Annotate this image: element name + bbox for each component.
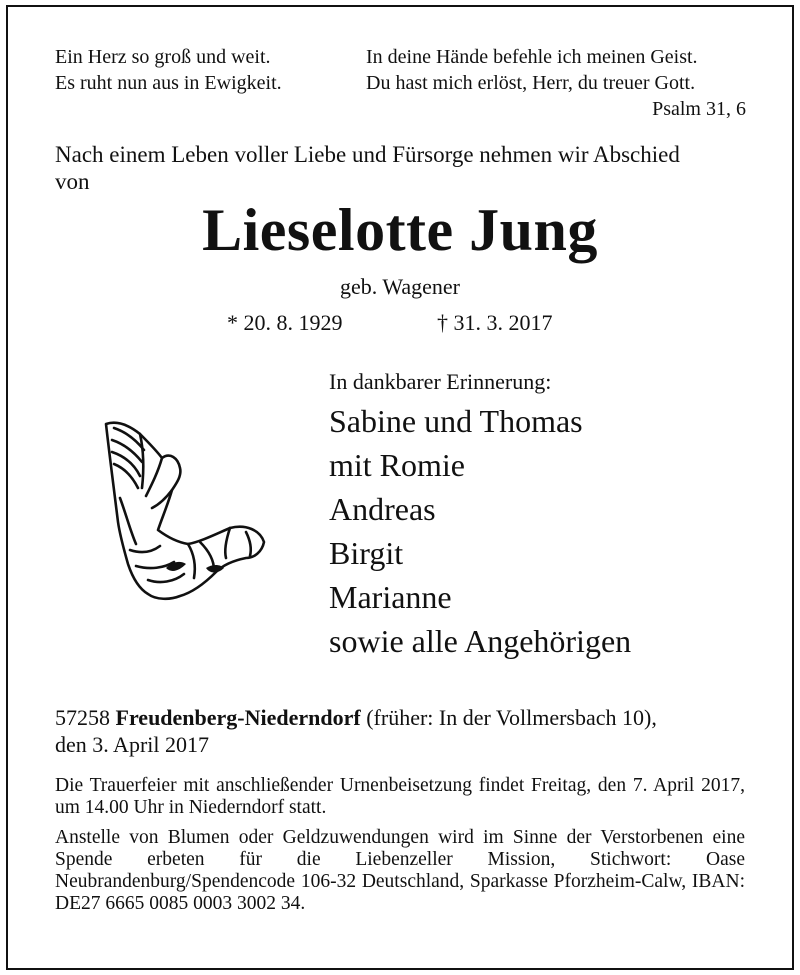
funeral-notice: Die Trauerfeier mit anschließender Urnenbeisetzung findet Freitag, den 7. April 2017, um 14.00 Uhr in Niederndorf statt. (55, 775, 745, 818)
mourner-line: sowie alle Angehörigen (329, 623, 632, 659)
deceased-name: Lieselotte Jung (202, 197, 598, 263)
mourner-line: mit Romie (329, 447, 465, 483)
intro-line-2: von (55, 169, 90, 194)
mourners-list (329, 399, 631, 663)
mourner-line: Andreas (329, 491, 436, 527)
location-block (55, 704, 657, 758)
mourner-line: Marianne (329, 579, 452, 615)
intro-text (55, 141, 680, 195)
verse-left-line-2: Es ruht nun aus in Ewigkeit. (55, 72, 282, 94)
mourners-heading: In dankbarer Erinnerung: (329, 369, 552, 394)
mourner-line: Birgit (329, 535, 404, 571)
mourner-line: Sabine und Thomas (329, 403, 583, 439)
death-date: † 31. 3. 2017 (437, 310, 553, 335)
verse-right-line-1: In deine Hände befehle ich meinen Geist. (366, 46, 698, 68)
verse-right (366, 44, 746, 122)
notice-date: den 3. April 2017 (55, 732, 209, 757)
birth-date: * 20. 8. 1929 (227, 310, 343, 335)
former-address: (früher: In der Vollmersbach 10), (366, 705, 657, 730)
verse-right-line-2: Du hast mich erlöst, Herr, du treuer Gott. (366, 72, 696, 94)
donation-notice: Anstelle von Blumen oder Geldzuwendungen wird im Sinne der Verstorbenen eine Spende erbeten für die Liebenzeller Mission, Stichwort: Oase Neubrandenburg/Spendencode 106-32 Deutschland, Sparkasse Pforzheim-Calw, IBAN: DE27 6665 0085 0003 3002 34. (55, 827, 745, 914)
intro-line-1: Nach einem Leben voller Liebe und Fürsorge nehmen wir Abschied (55, 142, 680, 167)
maiden-name: geb. Wagener (340, 274, 460, 299)
town: Freudenberg-Niederndorf (115, 705, 361, 730)
location-line-1 (55, 704, 657, 731)
postcode: 57258 (55, 705, 110, 730)
psalm-reference: Psalm 31, 6 (652, 98, 746, 120)
verse-left-line-1: Ein Herz so groß und weit. (55, 46, 271, 68)
verse-left (55, 44, 282, 96)
praying-hands-icon (96, 418, 266, 610)
